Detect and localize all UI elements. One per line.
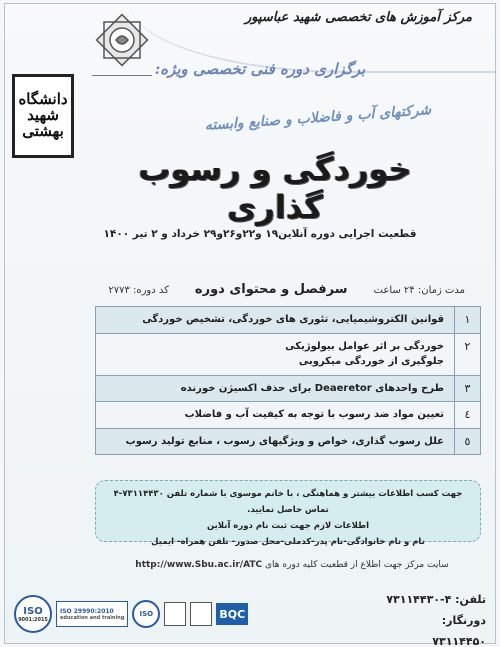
- table-row: [96, 402, 480, 429]
- table-row: [96, 376, 480, 403]
- site-url-link[interactable]: http://www.Sbu.ac.ir/ATC: [135, 560, 263, 570]
- iso-29990-label: ISO 29990:2010: [60, 607, 114, 615]
- row-number: ۱: [454, 307, 480, 333]
- row-text: [96, 334, 454, 375]
- center-name: مرکز آموزش های تخصصی شهید عباسپور: [244, 10, 472, 25]
- row-text: [96, 307, 454, 333]
- info-line-1: جهت کسب اطلاعات بیشتر و هماهنگی ، با خانم موسوی با شماره تلفن ۷۳۱۱۴۴۳۰-۴ تماس حاصل نمایید.: [113, 489, 463, 516]
- logo-line-2: شهید: [27, 106, 59, 125]
- course-dates: قطعیت اجرایی دوره آنلاین۱۹ و۲۲و۲۶و۲۹ خرداد و ۲ تیر ۱۴۰۰: [103, 228, 417, 240]
- logo-line-1: دانشگاه: [18, 90, 68, 109]
- row-number: ۲: [454, 334, 480, 375]
- university-logo: [12, 74, 74, 158]
- table-row: [96, 334, 480, 376]
- logo-line-3: بهشتی: [22, 121, 64, 140]
- contact-info-box: [95, 480, 481, 548]
- iso-small-label: ISO: [139, 610, 154, 618]
- table-row: [96, 429, 480, 455]
- course-heading-row: [95, 282, 465, 297]
- info-line-3: نام و نام خانوادگی-نام پدر-کدملی-محل صدور- تلفن همراه- ایمیل: [151, 537, 425, 548]
- row-text: [96, 402, 454, 428]
- iso-9001-logo: [14, 595, 52, 633]
- cert-badge-icon: [190, 602, 212, 626]
- row-line: تعیین مواد ضد رسوب با توجه به کیفیت آب و فاضلاب: [184, 409, 444, 420]
- row-line: علل رسوب گذاری، خواص و ویژگیهای رسوب ، منابع تولید رسوب: [125, 435, 444, 447]
- table-row: [96, 307, 480, 334]
- syllabus-heading: سرفصل و محتوای دوره: [194, 282, 348, 297]
- row-text: [96, 429, 454, 455]
- iso-logo-small: [132, 600, 160, 628]
- topics-table: [95, 306, 481, 455]
- iso-29990-logo: [56, 601, 128, 627]
- phone-number: تلفن: ۴-۷۳۱۱۴۴۳۰: [386, 593, 486, 606]
- row-number: ٥: [454, 429, 480, 455]
- site-text: سایت مرکز جهت اطلاع از قطعیت کلیه دوره های: [265, 560, 449, 570]
- row-line: قوانین الکتروشیمیایی، تئوری های خوردگی، تشخیص خوردگی: [142, 314, 444, 325]
- company-line: شرکتهای آب و فاضلاب و صنایع وابسته: [204, 102, 432, 134]
- phone-block: [386, 590, 486, 647]
- course-code: کد دوره: ۲۷۷۳: [108, 285, 169, 296]
- iso-9001-label: ISO: [23, 605, 43, 617]
- row-line: طرح واحدهای Deaeretor برای حذف اکسیژن خورنده: [180, 382, 444, 394]
- cert-badge-icon: [164, 602, 186, 626]
- offer-line: برگزاری دوره فنی تخصصی ویژه:: [154, 60, 366, 78]
- course-duration: مدت زمان: ۲۴ ساعت: [373, 285, 465, 296]
- bqc-logo: BQC: [216, 603, 248, 625]
- info-line-2: اطلاعات لازم جهت ثبت نام دوره آنلاین: [206, 521, 370, 532]
- iso-29990-sub: education and training: [60, 614, 125, 621]
- fax-number: دورنگار: ۷۳۱۱۴۴۵۰: [432, 613, 486, 647]
- row-number: ٤: [454, 402, 480, 428]
- certifications-row: [14, 594, 274, 634]
- row-line: خوردگی بر اثر عوامل بیولوژیکی: [285, 340, 444, 352]
- row-text: [96, 376, 454, 402]
- course-title: خوردگی و رسوب گذاری: [138, 150, 412, 226]
- row-number: ۳: [454, 376, 480, 402]
- iso-9001-number: 9001:2015: [18, 616, 48, 623]
- row-line: جلوگیری از خوردگی میکروبی: [298, 356, 444, 367]
- site-line: [100, 560, 480, 570]
